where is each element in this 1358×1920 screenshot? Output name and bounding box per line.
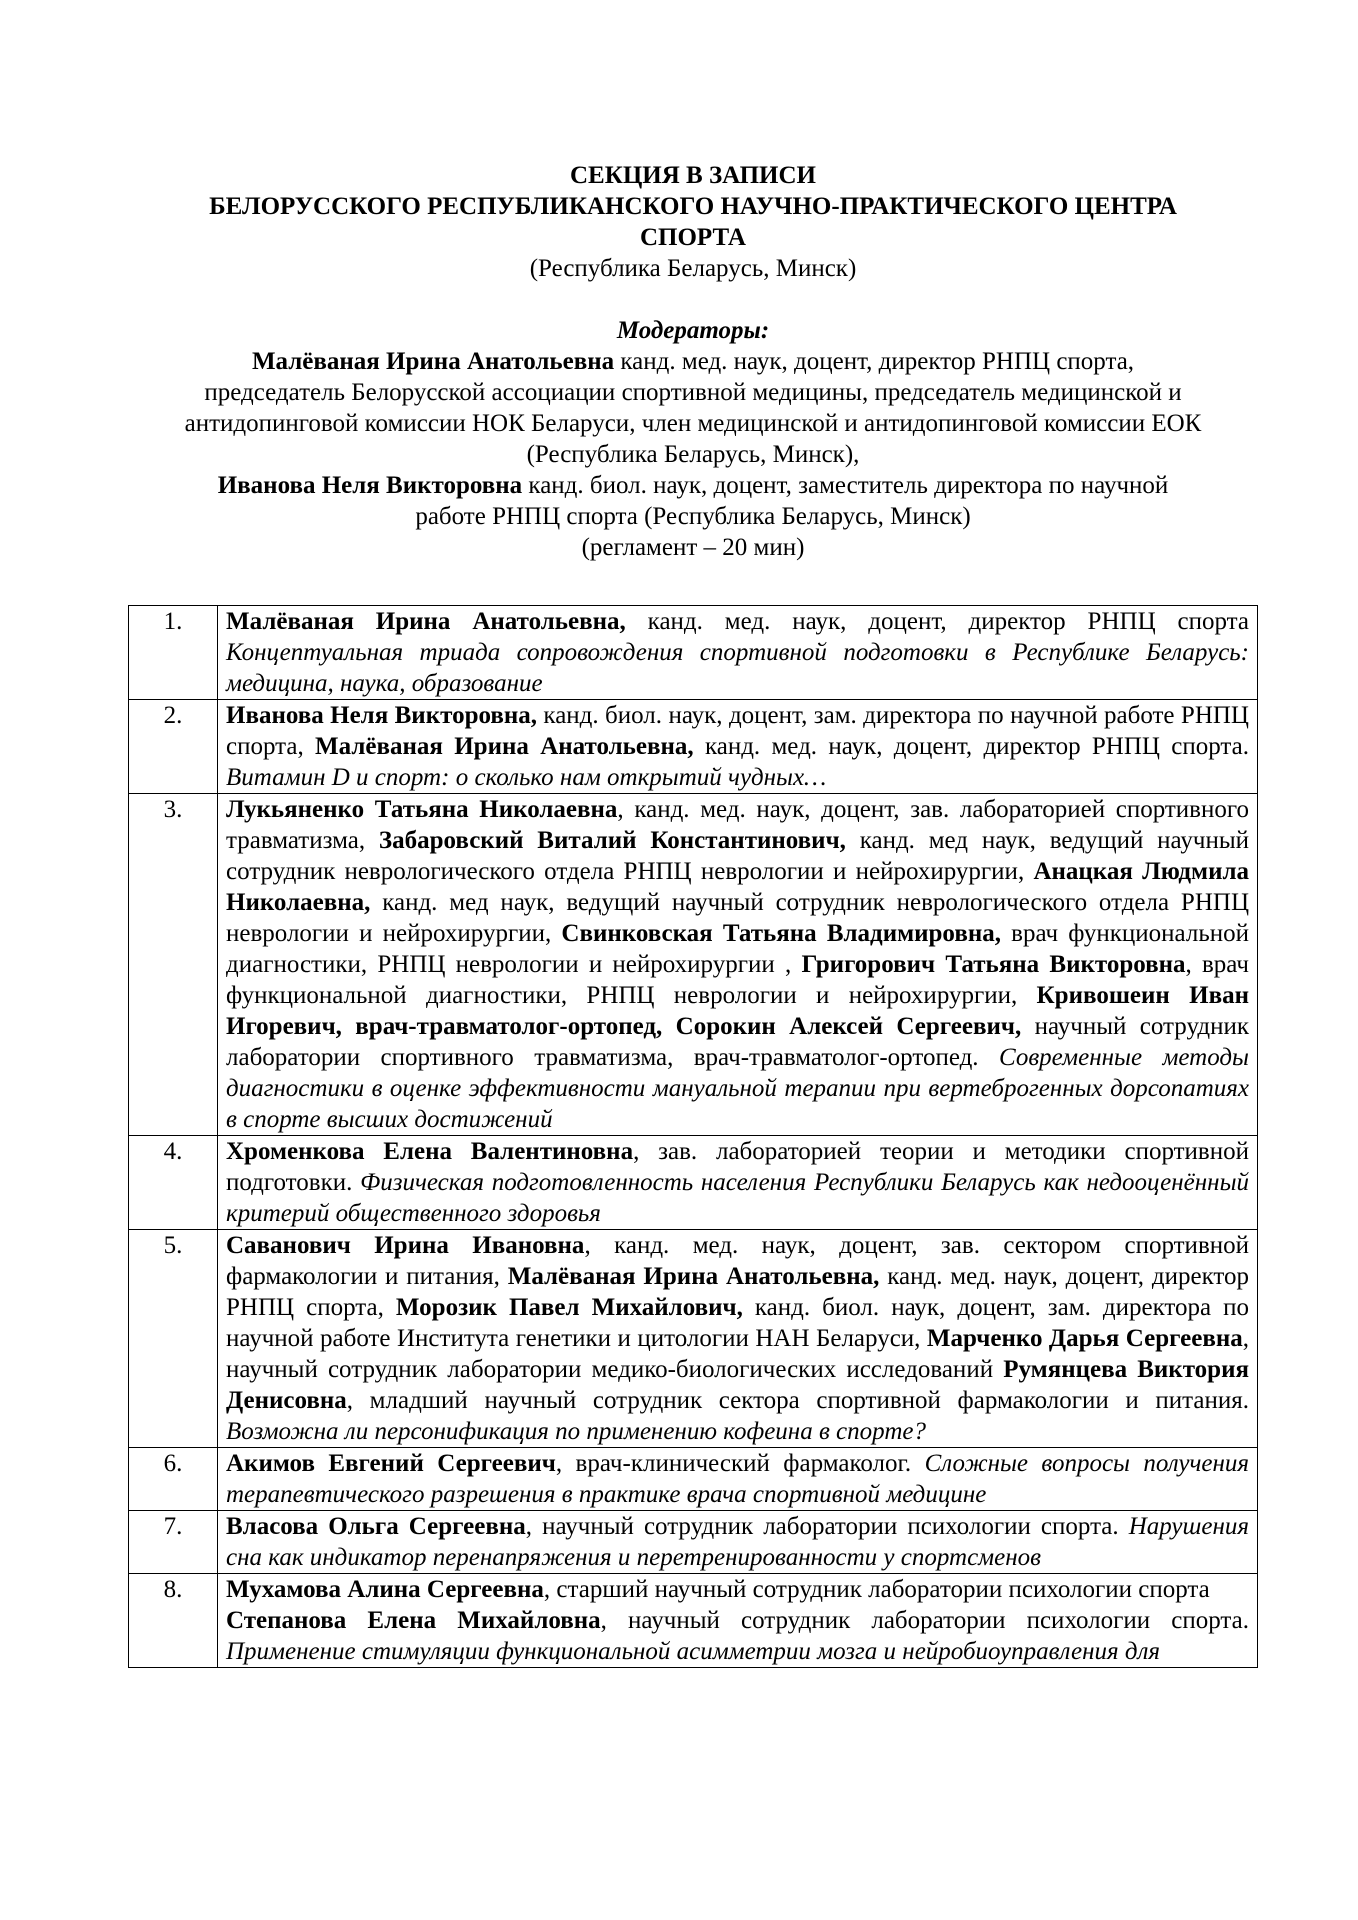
report-title: Витамин D и спорт: о сколько нам открытий чудных… [226, 764, 827, 791]
item-number: 3. [129, 794, 218, 1136]
moderator-1-text-d: (Республика Беларусь, Минск), [526, 441, 860, 468]
moderator-2-text-b: работе РНПЦ спорта (Республика Беларусь, Минск) [415, 503, 971, 530]
moderator-2 [128, 470, 1258, 501]
author-details: , канд. мед. наук, доцент, зав. лабораторией спортивного травматизма, [226, 796, 1249, 854]
author-name: Румянцева Виктория Денисовна [226, 1356, 1249, 1414]
author-name: Кривошеин Иван Игоревич, врач-травматолог-ортопед, Сорокин Алексей Сергеевич, [226, 982, 1249, 1040]
moderator-2-text-a: канд. биол. наук, доцент, заместитель директора по научной [522, 472, 1169, 499]
section-title: СЕКЦИЯ В ЗАПИСИ [570, 162, 816, 189]
author-details: врач функциональной диагностики, РНПЦ неврологии и нейрохирургии , [226, 920, 1249, 978]
author-details: канд. мед. наук, доцент, директор РНПЦ спорта [625, 608, 1249, 635]
author-details: , младший научный сотрудник сектора спортивной фармакологии и питания. [346, 1387, 1249, 1414]
item-number: 2. [129, 700, 218, 794]
item-number: 8. [129, 1574, 218, 1668]
moderator-2-name: Иванова Неля Викторовна [217, 472, 523, 499]
item-content [218, 1448, 1258, 1511]
table-row [129, 1574, 1258, 1668]
item-number: 4. [129, 1136, 218, 1230]
item-content [218, 1511, 1258, 1574]
author-details: , канд. мед. наук, доцент, зав. сектором спортивной фармакологии и питания, [226, 1232, 1250, 1290]
report-title: Применение стимуляции функциональной асимметрии мозга и нейробиоуправления для [226, 1638, 1161, 1665]
table-row [129, 606, 1258, 700]
table-row [129, 1230, 1258, 1448]
author-name: Малёваная Ирина Анатольевна, [507, 1263, 880, 1290]
author-details: , научный сотрудник лаборатории психологии спорта. [600, 1607, 1250, 1634]
item-content [218, 606, 1258, 700]
table-row [129, 700, 1258, 794]
author-name: Марченко Дарья Сергеевна [926, 1325, 1243, 1352]
item-content [218, 1230, 1258, 1448]
author-name: Степанова Елена Михайловна [226, 1607, 601, 1634]
item-content [218, 794, 1258, 1136]
program-table [128, 605, 1258, 1668]
table-row [129, 1136, 1258, 1230]
report-title: Возможна ли персонификация по применению кофеина в спорте? [226, 1418, 926, 1445]
moderator-1-text-c: антидопинговой комиссии НОК Беларуси, член медицинской и антидопинговой комиссии ЕОК [184, 410, 1202, 437]
center-name-line-1: БЕЛОРУССКОГО РЕСПУБЛИКАНСКОГО НАУЧНО-ПРАКТИЧЕСКОГО ЦЕНТРА [209, 193, 1177, 220]
author-name: Лукьяненко Татьяна Николаевна [226, 796, 618, 823]
author-details: канд. мед. наук, доцент, директор РНПЦ спорта, [226, 1263, 1249, 1321]
report-title: Концептуальная триада сопровождения спортивной подготовки в Республике Беларусь: медицина, наука, образование [226, 639, 1249, 697]
author-name: Власова Ольга Сергеевна [226, 1513, 526, 1540]
item-content [218, 1136, 1258, 1230]
item-number: 1. [129, 606, 218, 700]
author-name: Анацкая Людмила Николаевна, [226, 858, 1250, 916]
author-name: Акимов Евгений Сергеевич [226, 1450, 556, 1477]
author-name: Мухамова Алина Сергеевна [226, 1576, 544, 1603]
item-number: 6. [129, 1448, 218, 1511]
author-name: Григорович Татьяна Викторовна [801, 951, 1186, 978]
author-details: , зав. лабораторией теории и методики спортивной подготовки. [226, 1138, 1249, 1196]
author-details: , научный сотрудник лаборатории психологии спорта. [525, 1513, 1129, 1540]
table-row [129, 1448, 1258, 1511]
author-name: Забаровский Виталий Константинович, [378, 827, 846, 854]
report-title: Нарушения сна как индикатор перенапряжения и перетренированности у спортсменов [226, 1513, 1249, 1571]
author-name: Свинковская Татьяна Владимировна, [561, 920, 1001, 947]
moderators-label: Модераторы: [616, 317, 770, 344]
moderator-1-name: Малёваная Ирина Анатольевна [251, 348, 615, 375]
moderator-1-text-a: канд. мед. наук, доцент, директор РНПЦ спорта, [614, 348, 1135, 375]
author-name: Иванова Неля Викторовна, [226, 702, 538, 729]
header-location: (Республика Беларусь, Минск) [529, 255, 857, 282]
author-name: Малёваная Ирина Анатольевна, [315, 733, 694, 760]
item-content [218, 1574, 1258, 1668]
item-number: 5. [129, 1230, 218, 1448]
author-details: , врач-клинический фармаколог. [555, 1450, 925, 1477]
moderator-1-text-b: председатель Белорусской ассоциации спортивной медицины, председатель медицинской и [204, 379, 1182, 406]
table-row [129, 1511, 1258, 1574]
author-details: , старший научный сотрудник лаборатории психологии спорта [543, 1576, 1210, 1603]
report-title: Сложные вопросы получения терапевтического разрешения в практике врача спортивной медицине [226, 1450, 1249, 1508]
author-name: Морозик Павел Михайлович, [395, 1294, 743, 1321]
report-title: Физическая подготовленность населения Республики Беларусь как недооценённый критерий общественного здоровья [226, 1169, 1249, 1227]
author-name: Малёваная Ирина Анатольевна, [226, 608, 626, 635]
author-details: научный сотрудник лаборатории спортивного травматизма, врач-травматолог-ортопед. [226, 1013, 1249, 1071]
author-name: Саванович Ирина Ивановна [226, 1232, 585, 1259]
author-details: канд. мед наук, ведущий научный сотрудник неврологического отдела РНПЦ неврологии и нейрохирургии, [226, 889, 1249, 947]
reglament: (регламент – 20 мин) [581, 534, 805, 561]
author-details: канд. биол. наук, доцент, зам. директора по научной работе РНПЦ спорта, [226, 702, 1249, 760]
author-name: Хроменкова Елена Валентиновна [226, 1138, 634, 1165]
item-content [218, 700, 1258, 794]
author-details: , врач функциональной диагностики, РНПЦ неврологии и нейрохирургии, [226, 951, 1249, 1009]
author-details: , научный сотрудник лаборатории медико-биологических исследований [226, 1325, 1249, 1383]
center-name-line-2: СПОРТА [639, 224, 746, 251]
table-row [129, 794, 1258, 1136]
author-details: канд. мед наук, ведущий научный сотрудник неврологического отдела РНПЦ неврологии и нейрохирургии, [226, 827, 1250, 885]
section-header [128, 160, 1258, 563]
author-details: канд. биол. наук, доцент, зам. директора по научной работе Института генетики и цитологии НАН Беларуси, [226, 1294, 1250, 1352]
moderator-1 [128, 346, 1258, 377]
report-title: Современные методы диагностики в оценке эффективности мануальной терапии при вертеброгенных дорсопатиях в спорте высших достижений [226, 1044, 1249, 1133]
item-number: 7. [129, 1511, 218, 1574]
author-details: канд. мед. наук, доцент, директор РНПЦ спорта. [693, 733, 1249, 760]
